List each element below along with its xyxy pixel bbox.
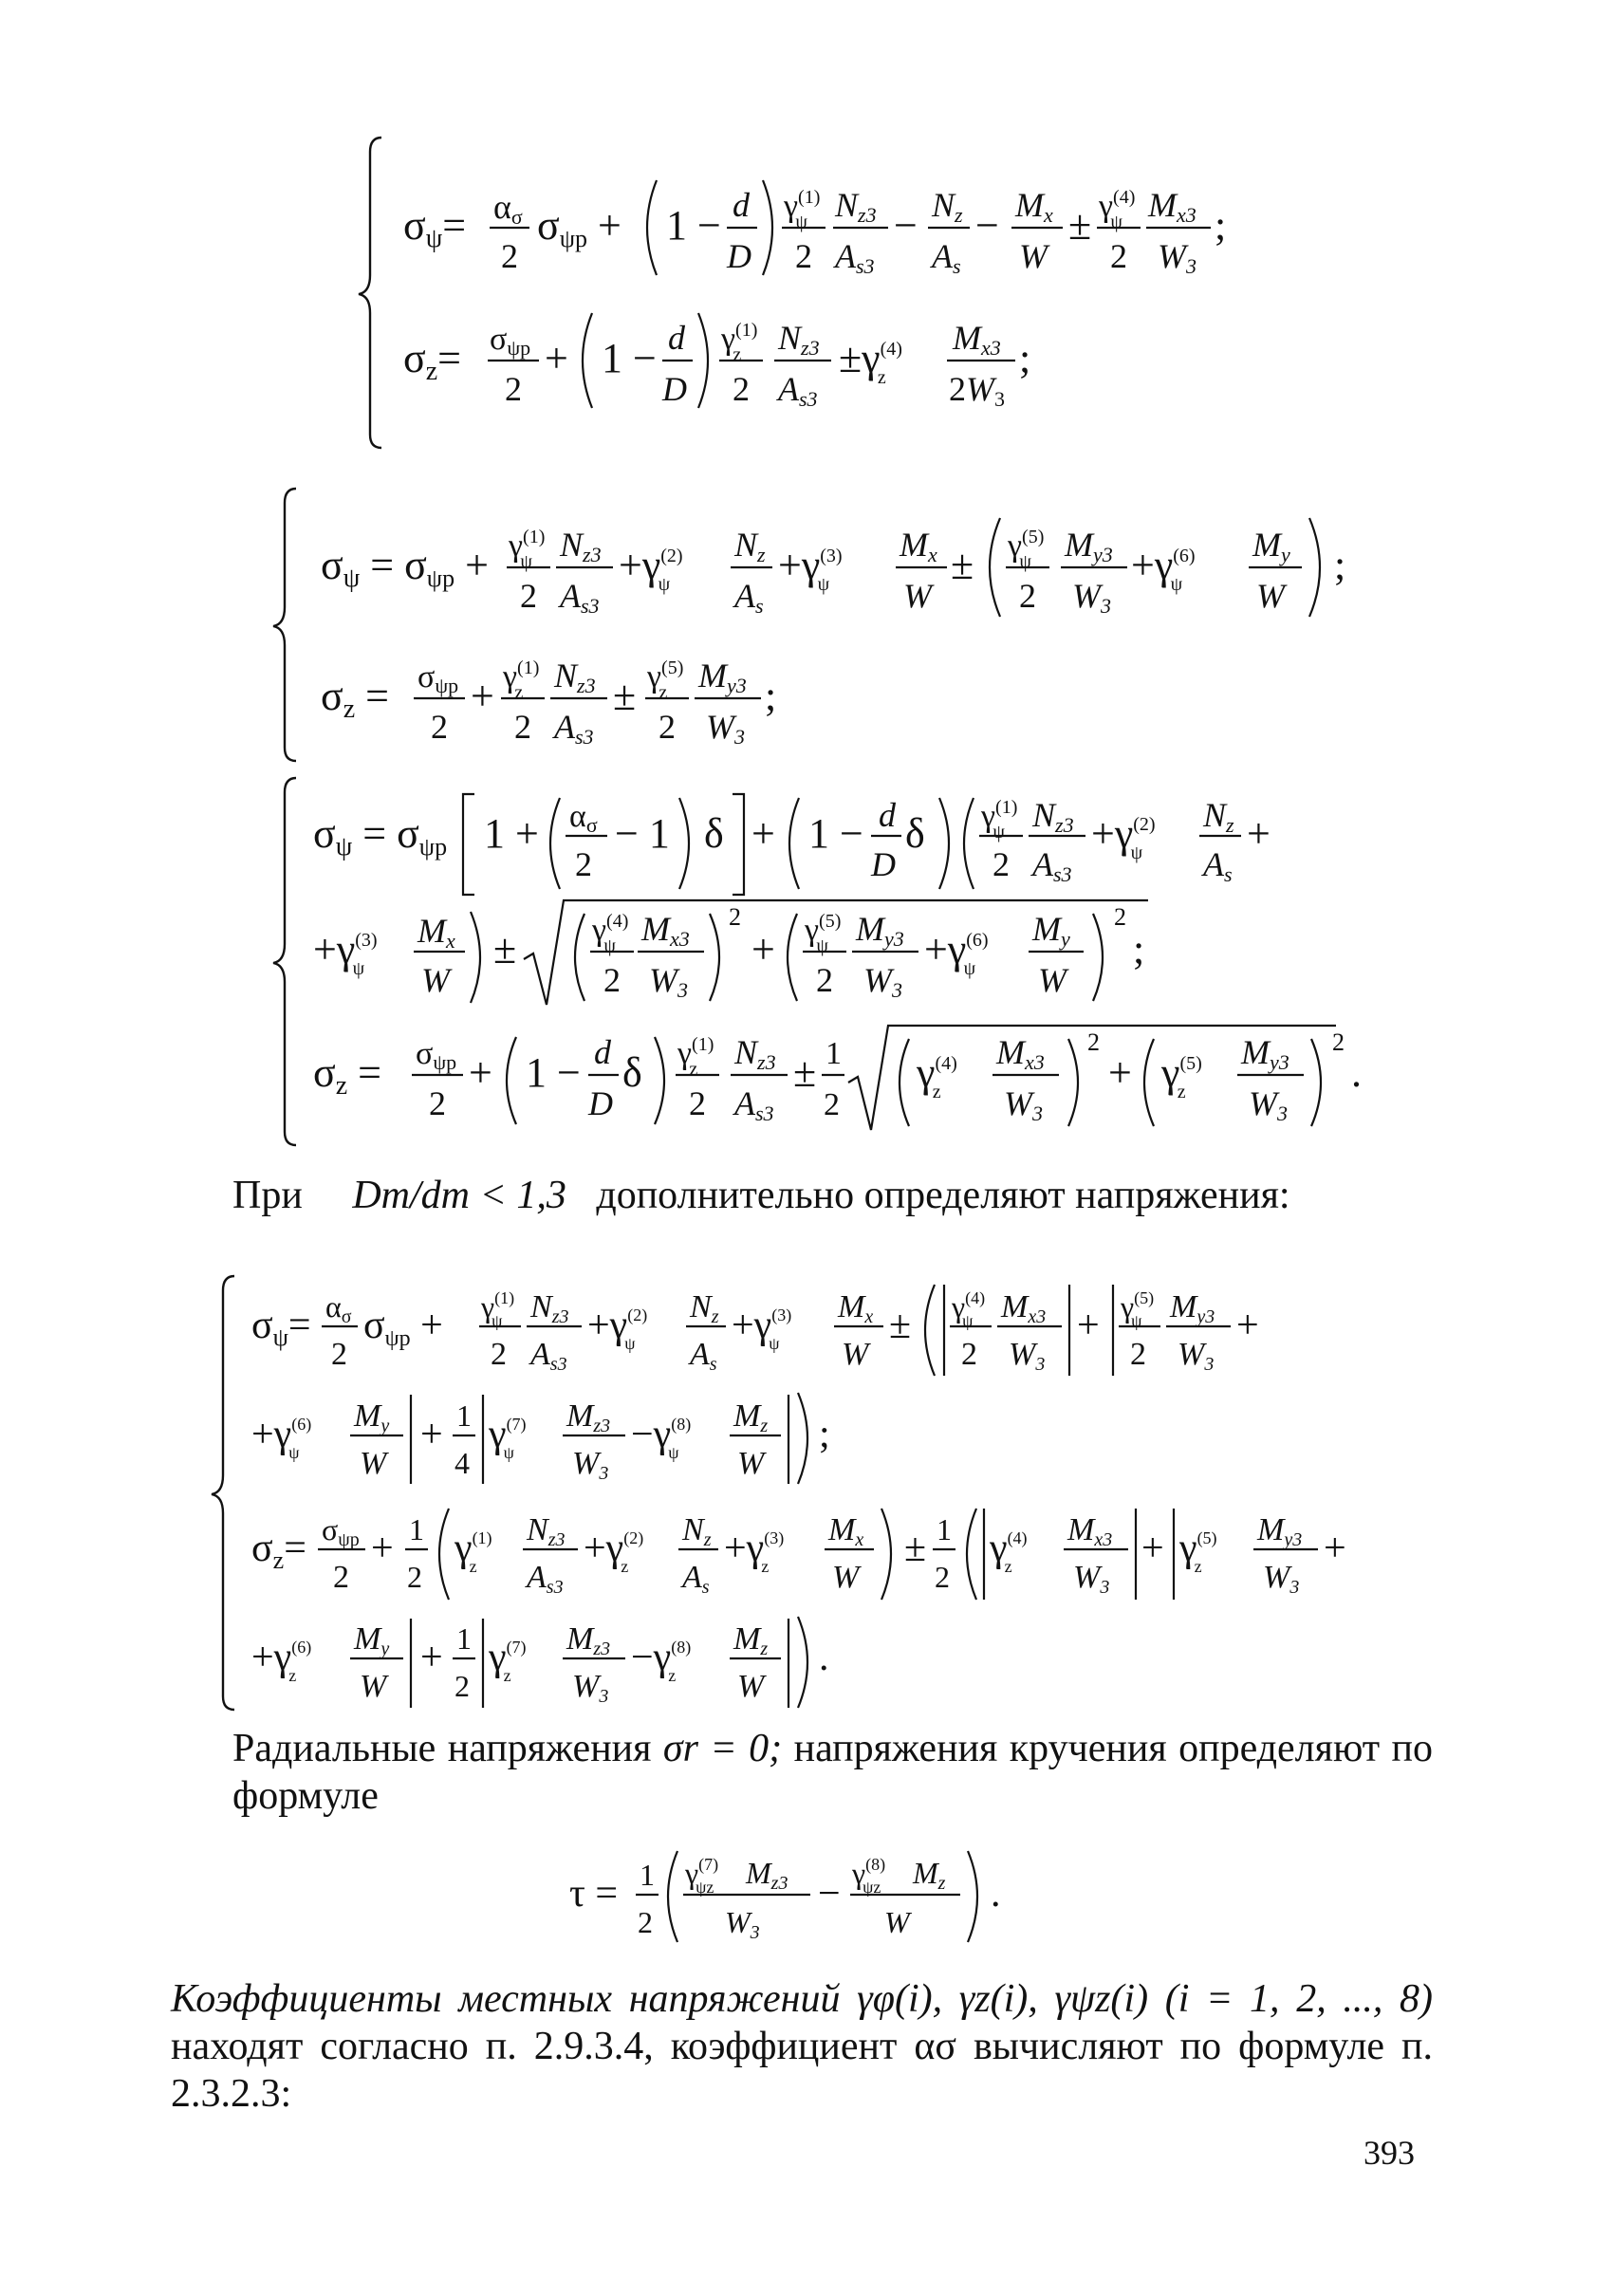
svg-text:W: W <box>737 1446 765 1481</box>
tau-equation <box>569 1836 1025 1959</box>
eq4-line1 <box>251 1285 1259 1376</box>
svg-text:σψp +: σψp + <box>537 202 621 252</box>
svg-text:+γ(3)ψ: $+\gamma^{(3)}$ ψ <box>313 926 378 979</box>
svg-text:1: 1 <box>640 1858 655 1892</box>
svg-text:Nz3: Nz3 <box>734 1033 776 1074</box>
svg-text:W: W <box>421 961 450 999</box>
svg-text:1: 1 <box>937 1512 952 1546</box>
svg-text:D: D <box>662 370 687 408</box>
svg-text:γ(1)z: $\gamma^{(1)}$ z <box>677 1034 714 1080</box>
para1-lead: При <box>232 1174 303 1217</box>
para2-text-a: Радиальные напряжения <box>232 1727 652 1770</box>
svg-text:+γ(2)ψ: $+\gamma^{(2)}$ ψ <box>619 542 683 595</box>
svg-text:2: 2 <box>659 708 676 746</box>
svg-text:+: + <box>1247 810 1271 857</box>
svg-text:γ(5)ψ: $\gamma^{(5)}$ ψ <box>1008 527 1045 572</box>
svg-text:+: + <box>751 810 775 857</box>
svg-text:d: d <box>668 319 685 357</box>
svg-text:2: 2 <box>429 1084 446 1122</box>
svg-text:Nz: Nz <box>682 1512 712 1550</box>
svg-text:ασ: ασ <box>325 1289 352 1327</box>
svg-text:W3: W3 <box>1158 237 1197 278</box>
svg-text:σψp: σψp <box>322 1512 360 1550</box>
eq2-line1 <box>321 518 1345 618</box>
svg-text:δ: δ <box>622 1049 642 1096</box>
svg-text:Nz3: Nz3 <box>527 1512 566 1550</box>
svg-text:2: 2 <box>505 370 522 408</box>
svg-text:;: ; <box>1019 335 1031 381</box>
svg-text:2: 2 <box>795 237 812 275</box>
svg-text:γ(8)ψz: $\gamma^{(8)}$ ψz <box>852 1855 886 1897</box>
left-brace <box>273 489 296 761</box>
svg-text:Nz3: Nz3 <box>530 1289 569 1327</box>
svg-text:γ(1)ψ: $\gamma^{(1)}$ ψ <box>981 797 1018 842</box>
svg-text:2: 2 <box>816 961 833 999</box>
svg-text:±: ± <box>904 1527 927 1570</box>
svg-text:+: + <box>1108 1049 1132 1096</box>
svg-text:As: As <box>682 1560 710 1598</box>
svg-text:2: 2 <box>1130 1337 1146 1372</box>
svg-text:+: + <box>371 1527 394 1570</box>
svg-text:W: W <box>1019 237 1048 275</box>
svg-text:2: 2 <box>961 1337 977 1372</box>
svg-text:W3: W3 <box>1073 1560 1110 1598</box>
svg-text:1 −: 1 − <box>526 1049 581 1096</box>
svg-text:My: My <box>354 1621 390 1659</box>
svg-text:γ(5)ψ: $\gamma^{(5)}$ ψ <box>805 911 842 956</box>
svg-text:Mx: Mx <box>417 912 455 953</box>
page-number: 393 <box>1364 2134 1415 2172</box>
svg-text:As3: As3 <box>554 708 594 749</box>
left-brace <box>212 1276 234 1710</box>
svg-text:Nz: Nz <box>734 526 766 566</box>
svg-text:Mx3: Mx3 <box>1067 1512 1113 1550</box>
svg-text:2W3: 2W3 <box>949 370 1005 411</box>
svg-text:γ(5)ψ: $\gamma^{(5)}$ ψ <box>1121 1288 1155 1330</box>
svg-text:2: 2 <box>1114 903 1126 931</box>
svg-text:γ(7)z: $\gamma^{(7)}$ z <box>489 1636 527 1685</box>
svg-text:Mx: Mx <box>900 526 937 566</box>
svg-text:σψp: σψp <box>490 322 531 360</box>
svg-text:1: 1 <box>826 1036 842 1071</box>
svg-text:2: 2 <box>407 1560 422 1594</box>
para3-text: находят согласно п. 2.9.3.4, коэффициент ασ вычисляют по формуле п. 2.3.2.3: <box>171 2025 1433 2116</box>
svg-text:2: 2 <box>455 1669 470 1703</box>
svg-text:W: W <box>1038 961 1067 999</box>
svg-text:;: ; <box>1334 542 1346 588</box>
svg-text:2: 2 <box>331 1337 347 1372</box>
svg-text:W: W <box>360 1669 387 1704</box>
svg-text:ασ: ασ <box>493 188 523 229</box>
svg-text:As3: As3 <box>530 1337 567 1375</box>
svg-text:Nz3: Nz3 <box>1032 796 1074 837</box>
svg-text:δ: δ <box>704 810 724 857</box>
svg-text:σz =: σz = <box>321 673 389 724</box>
svg-text:.: . <box>991 1872 1001 1916</box>
svg-text:W: W <box>737 1669 765 1704</box>
svg-text:+γ(3)ψ: $+\gamma^{(3)}$ ψ <box>732 1304 792 1353</box>
svg-text:2: 2 <box>1019 577 1036 615</box>
svg-text:±: ± <box>793 1049 817 1096</box>
eq3-line2 <box>313 900 1148 1005</box>
svg-text:+: + <box>420 1636 443 1679</box>
svg-text:D: D <box>588 1084 613 1122</box>
svg-text:As: As <box>734 577 764 618</box>
svg-text:As3: As3 <box>527 1560 564 1598</box>
svg-text:Mx: Mx <box>1015 186 1053 227</box>
svg-text:Mz: Mz <box>913 1856 946 1894</box>
svg-text:+γ(6)ψ: $+\gamma^{(6)}$ ψ <box>251 1413 312 1462</box>
svg-text:W3: W3 <box>1263 1560 1300 1598</box>
svg-text:Nz3: Nz3 <box>778 319 820 360</box>
left-brace <box>273 778 296 1145</box>
svg-text:2: 2 <box>935 1560 950 1594</box>
svg-text:Mx3: Mx3 <box>953 319 1001 360</box>
svg-text:+: + <box>1236 1304 1259 1347</box>
svg-text:Nz3: Nz3 <box>835 186 877 227</box>
svg-text:2: 2 <box>1087 1028 1100 1056</box>
svg-text:W: W <box>884 1905 910 1939</box>
svg-text:+γ(2)z: $+\gamma^{(2)}$ z <box>584 1527 644 1576</box>
svg-text:d: d <box>594 1033 611 1071</box>
svg-text:1: 1 <box>456 1621 472 1656</box>
svg-text:;: ; <box>1215 202 1227 249</box>
svg-text:My: My <box>1252 526 1290 566</box>
svg-text:1: 1 <box>456 1398 472 1433</box>
svg-text:σz =: σz = <box>313 1049 381 1101</box>
para3-symbols: γφ(i), γz(i), γψz(i) (i = 1, 2, ..., 8) <box>857 1977 1434 2021</box>
svg-text:4: 4 <box>455 1446 470 1480</box>
svg-text:σψ = σψp +: σψ = σψp + <box>321 542 489 593</box>
svg-text:Nz: Nz <box>1203 796 1234 837</box>
svg-text:Mz: Mz <box>733 1398 769 1436</box>
left-brace <box>359 138 381 448</box>
equation-system-2 <box>275 484 1376 768</box>
svg-text:σz=: σz= <box>251 1527 306 1574</box>
svg-text:Nz3: Nz3 <box>554 657 596 697</box>
svg-text:My: My <box>354 1398 390 1436</box>
svg-text:W3: W3 <box>1178 1337 1215 1375</box>
svg-text:γ(5)z: $\gamma^{(5)}$ z <box>647 657 684 703</box>
svg-text:+: + <box>469 1049 492 1096</box>
svg-text:+γ(3)ψ: $+\gamma^{(3)}$ ψ <box>778 542 843 595</box>
para3-italic-text: Коэффициенты местных напряжений <box>171 1977 841 2021</box>
svg-text:d: d <box>733 186 750 224</box>
svg-text:.: . <box>1351 1049 1362 1096</box>
svg-text:2: 2 <box>333 1560 349 1595</box>
svg-text:W3: W3 <box>706 708 745 749</box>
svg-text:+: + <box>420 1413 443 1456</box>
svg-text:δ: δ <box>905 810 925 857</box>
svg-text:As: As <box>1203 845 1233 886</box>
text-paragraph-1 <box>232 1172 1433 1219</box>
svg-text:+γ(6)ψ: $+\gamma^{(6)}$ ψ <box>924 926 989 979</box>
svg-text:My3: My3 <box>698 657 747 697</box>
svg-text:− 1: − 1 <box>615 810 670 857</box>
svg-text:2: 2 <box>729 903 741 931</box>
eq4-line4 <box>251 1617 829 1708</box>
svg-text:d: d <box>879 796 896 834</box>
para2-formula: σr = 0; <box>662 1727 783 1770</box>
svg-text:Mx: Mx <box>838 1289 874 1327</box>
svg-text:2: 2 <box>520 577 537 615</box>
svg-text:1 +: 1 + <box>484 810 539 857</box>
svg-text:;: ; <box>819 1413 830 1456</box>
svg-text:±: ± <box>951 542 974 588</box>
svg-text:My3: My3 <box>1065 526 1113 566</box>
svg-text:D: D <box>871 845 896 883</box>
svg-text:W3: W3 <box>572 1446 609 1484</box>
svg-text:±γ(4)z: $\pm\gamma^{(4)}$ z <box>839 335 902 388</box>
svg-text:−: − <box>818 1872 841 1916</box>
svg-text:σψp: σψp <box>416 1036 457 1074</box>
svg-text:My3: My3 <box>856 910 904 951</box>
svg-text:W: W <box>903 577 932 615</box>
svg-text:−γ(8)ψ: $-\gamma^{(8)}$ ψ <box>631 1413 692 1462</box>
svg-text:σψp +: σψp + <box>363 1304 443 1351</box>
svg-text:Mz3: Mz3 <box>746 1856 788 1894</box>
svg-text:My: My <box>1032 910 1070 951</box>
eq1-line2 <box>403 313 1030 411</box>
svg-text:Mz: Mz <box>733 1621 769 1659</box>
svg-text:Mz3: Mz3 <box>566 1621 611 1659</box>
svg-text:±: ± <box>889 1304 912 1347</box>
svg-text:2: 2 <box>733 370 750 408</box>
svg-text:D: D <box>727 237 751 275</box>
svg-text:γ(1)z: $\gamma^{(1)}$ z <box>455 1527 492 1576</box>
svg-text:2: 2 <box>501 237 518 275</box>
para1-formula: Dm/dm < 1,3 <box>352 1174 566 1217</box>
svg-text:My3: My3 <box>1241 1033 1289 1074</box>
svg-text:σz=: σz= <box>403 335 461 386</box>
svg-text:γ(5)z: $\gamma^{(5)}$ z <box>1179 1527 1217 1576</box>
svg-text:+: + <box>545 335 568 381</box>
svg-text:1: 1 <box>409 1512 424 1546</box>
svg-text:γ(4)ψ: $\gamma^{(4)}$ ψ <box>592 911 629 956</box>
eq4-line3 <box>251 1509 1346 1600</box>
svg-text:As3: As3 <box>778 370 818 411</box>
svg-text:±: ± <box>1068 202 1092 249</box>
svg-text:σψp: σψp <box>417 659 459 697</box>
svg-text:2: 2 <box>638 1905 653 1939</box>
svg-text:W3: W3 <box>1004 1084 1043 1125</box>
svg-text:γ(4)ψ: $\gamma^{(4)}$ ψ <box>1099 187 1136 232</box>
svg-text:W3: W3 <box>863 961 902 1002</box>
svg-text:γ(1)z: $\gamma^{(1)}$ z <box>721 320 758 365</box>
svg-text:Mx3: Mx3 <box>1001 1289 1047 1327</box>
svg-text:W3: W3 <box>1249 1084 1288 1125</box>
svg-text:+γ(2)ψ: $+\gamma^{(2)}$ ψ <box>587 1304 648 1353</box>
svg-text:W3: W3 <box>572 1669 609 1707</box>
svg-text:W3: W3 <box>1072 577 1111 618</box>
svg-text:+: + <box>1324 1527 1346 1570</box>
svg-text:As: As <box>932 237 961 278</box>
svg-text:W: W <box>1256 577 1285 615</box>
svg-text:+: + <box>1077 1304 1100 1347</box>
svg-text:As3: As3 <box>734 1084 774 1125</box>
svg-text:σψ = σψp: σψ = σψp <box>313 810 448 861</box>
svg-text:2: 2 <box>824 1087 840 1122</box>
svg-text:+: + <box>471 673 494 719</box>
para2-text-b: напряжения кручения определяют по формуле <box>232 1727 1434 1818</box>
svg-text:W: W <box>360 1446 387 1481</box>
svg-text:2: 2 <box>689 1084 706 1122</box>
svg-text:τ =: τ = <box>569 1872 619 1916</box>
svg-text:.: . <box>819 1636 829 1679</box>
svg-text:−: − <box>894 202 918 249</box>
svg-text:Mx: Mx <box>828 1512 864 1550</box>
svg-text:+γ(2)ψ: $+\gamma^{(2)}$ ψ <box>1091 810 1156 863</box>
svg-text:σψ=: σψ= <box>403 202 467 253</box>
svg-text:My3: My3 <box>1170 1289 1215 1327</box>
svg-text:W: W <box>842 1337 869 1372</box>
svg-text:γ(1)ψ: $\gamma^{(1)}$ ψ <box>481 1288 515 1330</box>
svg-text:1 −: 1 − <box>602 335 657 381</box>
svg-text:γ(1)z: $\gamma^{(1)}$ z <box>503 657 540 703</box>
svg-text:±: ± <box>493 926 517 972</box>
svg-text:;: ; <box>765 673 777 719</box>
svg-text:As3: As3 <box>560 577 600 618</box>
svg-text:γ(7)ψz: $\gamma^{(7)}$ ψz <box>685 1855 719 1897</box>
equation-system-4 <box>213 1271 1409 1717</box>
svg-text:γ(4)ψ: $\gamma^{(4)}$ ψ <box>952 1288 986 1330</box>
svg-text:2: 2 <box>603 961 621 999</box>
text-paragraph-2 <box>232 1725 1433 1820</box>
svg-text:2: 2 <box>575 845 592 883</box>
para1-text: дополнительно определяют напряжения: <box>596 1174 1290 1217</box>
svg-text:2: 2 <box>431 708 448 746</box>
svg-text:+γ(6)ψ: $+\gamma^{(6)}$ ψ <box>1131 542 1196 595</box>
eq3-line1 <box>313 794 1271 895</box>
svg-text:γ(4)z: $\gamma^{(4)}$ z <box>990 1527 1028 1576</box>
svg-text:As: As <box>690 1337 717 1375</box>
svg-text:+: + <box>1141 1527 1164 1570</box>
svg-text:2: 2 <box>1332 1028 1345 1056</box>
svg-text:W3: W3 <box>1009 1337 1046 1375</box>
svg-text:+: + <box>751 926 775 972</box>
svg-text:2: 2 <box>1110 237 1127 275</box>
svg-text:As3: As3 <box>1032 845 1072 886</box>
svg-text:−: − <box>975 202 999 249</box>
svg-text:My3: My3 <box>1257 1512 1303 1550</box>
svg-text:Nz3: Nz3 <box>560 526 602 566</box>
svg-text:2: 2 <box>491 1337 507 1372</box>
svg-text:1 −: 1 − <box>808 810 863 857</box>
svg-text:W3: W3 <box>725 1905 760 1943</box>
svg-text:Nz: Nz <box>690 1289 719 1327</box>
svg-text:2: 2 <box>993 845 1010 883</box>
eq4-line2 <box>251 1393 830 1484</box>
svg-text:As3: As3 <box>835 237 875 278</box>
svg-text:γ(1)ψ: $\gamma^{(1)}$ ψ <box>784 187 821 232</box>
svg-text:W: W <box>832 1560 860 1595</box>
svg-text:σψ=: σψ= <box>251 1304 311 1351</box>
svg-text:γ(1)ψ: $\gamma^{(1)}$ ψ <box>509 527 546 572</box>
svg-text:Mx3: Mx3 <box>1148 186 1197 227</box>
eq3-line3 <box>313 1026 1362 1130</box>
svg-text:Mx3: Mx3 <box>996 1033 1045 1074</box>
svg-text:+γ(6)z: $+\gamma^{(6)}$ z <box>251 1636 312 1685</box>
svg-text:−γ(8)z: $-\gamma^{(8)}$ z <box>631 1636 692 1685</box>
text-paragraph-3 <box>171 1975 1433 2118</box>
svg-text:2: 2 <box>514 708 531 746</box>
eq1-line1 <box>403 180 1226 278</box>
svg-text:W3: W3 <box>649 961 688 1002</box>
svg-text:Mz3: Mz3 <box>566 1398 611 1436</box>
svg-text:Mx3: Mx3 <box>641 910 690 951</box>
svg-text:+γ(3)z: $+\gamma^{(3)}$ z <box>724 1527 785 1576</box>
eq2-line2 <box>321 657 776 749</box>
svg-text:1 −: 1 − <box>666 202 721 249</box>
svg-text:±: ± <box>613 673 637 719</box>
svg-text:γ(7)ψ: $\gamma^{(7)}$ ψ <box>489 1413 527 1462</box>
svg-text:;: ; <box>1133 926 1145 972</box>
equation-system-1 <box>361 133 1271 455</box>
svg-text:ασ: ασ <box>569 799 598 837</box>
svg-text:Nz: Nz <box>932 186 963 227</box>
equation-system-3 <box>275 773 1376 1153</box>
svg-text:γ(5)z: $\gamma^{(5)}$ z <box>1161 1049 1202 1102</box>
svg-text:γ(4)z: $\gamma^{(4)}$ z <box>917 1049 957 1102</box>
